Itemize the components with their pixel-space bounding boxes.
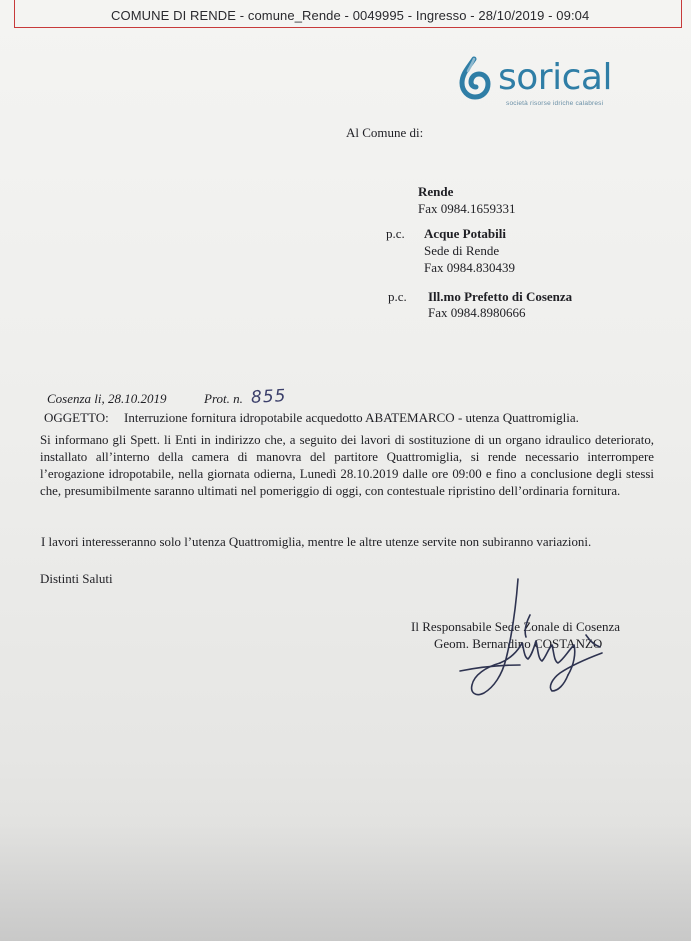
place-date: Cosenza li, 28.10.2019 <box>47 391 167 406</box>
signatory-title: Il Responsabile Sede Zonale di Cosenza <box>411 619 621 634</box>
protocol-stamp-text: COMUNE DI RENDE - comune_Rende - 0049995 - Ingresso - 28/10/2019 - 09:04 <box>111 8 590 23</box>
cc-name-2: Ill.mo Prefetto di Cosenza <box>428 289 573 304</box>
cc-fax-1: Fax 0984.830439 <box>424 260 515 275</box>
body-paragraph-2: I lavori interesseranno solo l’utenza Quattromiglia, mentre le altre utenze servite non subiranno variazioni. <box>41 535 592 549</box>
protocol-label: Prot. n. <box>204 391 243 406</box>
body-paragraph-1: Si informano gli Spett. li Enti in indirizzo che, a seguito dei lavori di sostituzione di un organo idraulico deteriorato, installato all’interno della camera di manovra del partitore Quattromiglia, si rende necessario interrompere l’erogazione idropotabile, nella giornata odierna, Lunedì 28.10.2019 dalle ore 09:00 e fino a conclusione degli stessi che, presumibilmente saranno ultimati nel pomeriggio di oggi, con contestuale ripristino dell’ordinaria fornitura. <box>40 433 654 498</box>
addressee-header: Al Comune di: <box>346 125 424 140</box>
cc-line2-1: Sede di Rende <box>424 243 500 258</box>
cc-label-1: p.c. <box>386 226 405 241</box>
signatory-name: Geom. Bernardino COSTANZO <box>434 636 603 651</box>
recipient-name: Rende <box>418 184 454 199</box>
subject-text: Interruzione fornitura idropotabile acquedotto ABATEMARCO - utenza Quattromiglia. <box>124 410 579 425</box>
recipient-fax: Fax 0984.1659331 <box>418 201 516 216</box>
cc-label-2: p.c. <box>388 289 407 304</box>
subject-label: OGGETTO: <box>44 410 109 425</box>
handwritten-signature <box>440 575 620 705</box>
sorical-logo <box>454 54 644 120</box>
logo-wordmark: sorical <box>498 57 612 98</box>
protocol-stamp <box>14 0 682 28</box>
protocol-number-handwritten: 855 <box>250 386 287 408</box>
cc-fax-2: Fax 0984.8980666 <box>428 305 526 320</box>
water-drop-icon <box>454 56 496 100</box>
closing-greeting: Distinti Saluti <box>40 571 113 586</box>
logo-tagline: società risorse idriche calabresi <box>506 100 604 107</box>
cc-name-1: Acque Potabili <box>424 226 506 241</box>
